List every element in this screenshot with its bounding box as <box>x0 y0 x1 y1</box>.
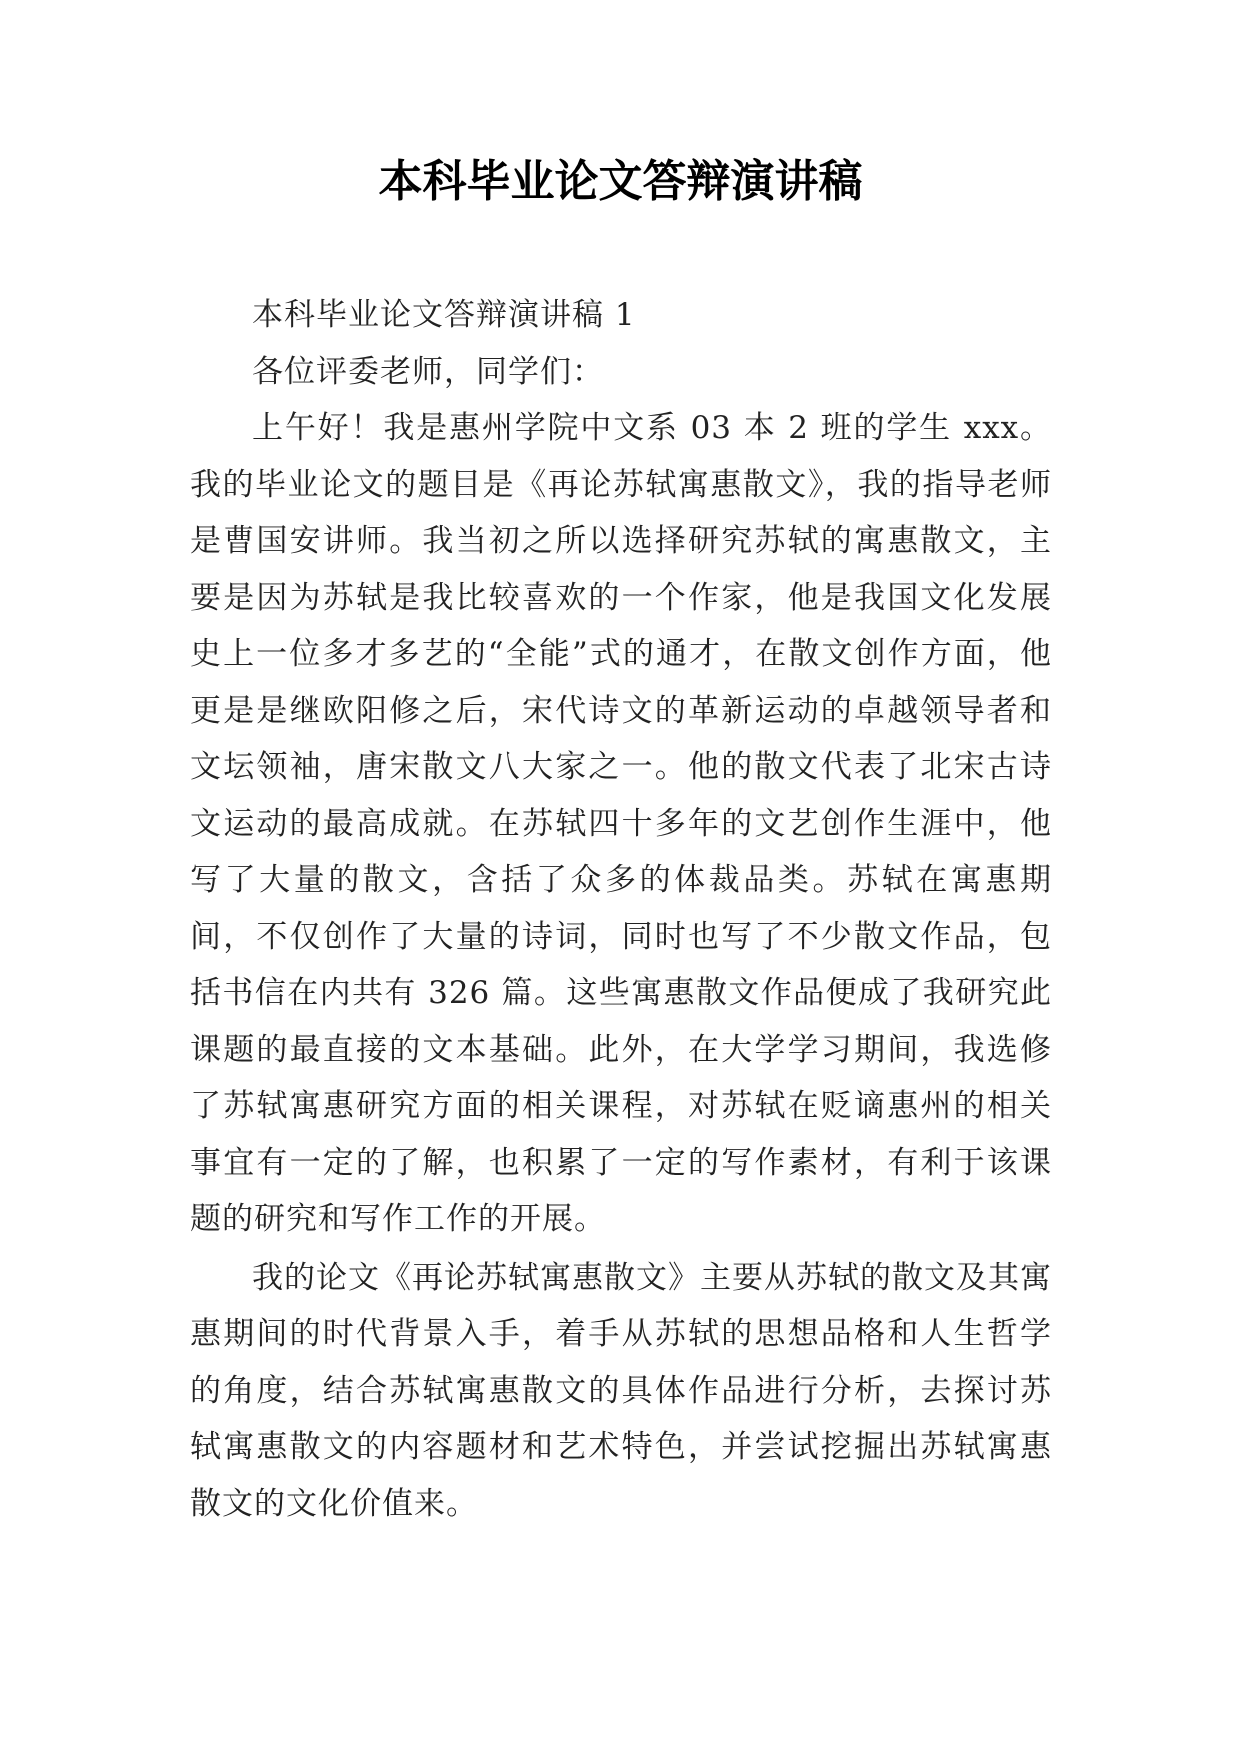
document-title: 本科毕业论文答辩演讲稿 <box>378 156 863 207</box>
paragraph-introduction: 上午好！我是惠州学院中文系 03 本 2 班的学生 xxx。我的毕业论文的题目是《再论苏轼寓惠散文》，我的指导老师是曹国安讲师。我当初之所以选择研究苏轼的寓惠散文，主要是因为苏轼是我比较喜欢的一个作家，他是我国文化发展史上一位多才多艺的“全能”式的通才，在散文创作方面，他更是是继欧阳修之后，宋代诗文的革新运动的卓越领导者和文坛领袖，唐宋散文八大家之一。他的散文代表了北宋古诗文运动的最高成就。在苏轼四十多年的文艺创作生涯中，他写了大量的散文，含括了众多的体裁品类。苏轼在寓惠期间，不仅创作了大量的诗词，同时也写了不少散文作品，包括书信在内共有 326 篇。这些寓惠散文作品便成了我研究此课题的最直接的文本基础。此外，在大学学习期间，我选修了苏轼寓惠研究方面的相关课程，对苏轼在贬谪惠州的相关事宜有一定的了解，也积累了一定的写作素材，有利于该课题的研究和写作工作的开展。 <box>190 410 1052 1237</box>
paragraph-thesis-summary: 我的论文《再论苏轼寓惠散文》主要从苏轼的散文及其寓惠期间的时代背景入手，着手从苏轼的思想品格和人生哲学的角度，结合苏轼寓惠散文的具体作品进行分析，去探讨苏轼寓惠散文的内容题材和艺术特色，并尝试挖掘出苏轼寓惠散文的文化价值来。 <box>190 1259 1052 1522</box>
document-body <box>190 287 1052 1532</box>
paragraph-heading: 本科毕业论文答辩演讲稿 1 <box>252 297 636 333</box>
paragraph-salutation: 各位评委老师，同学们： <box>252 353 604 390</box>
